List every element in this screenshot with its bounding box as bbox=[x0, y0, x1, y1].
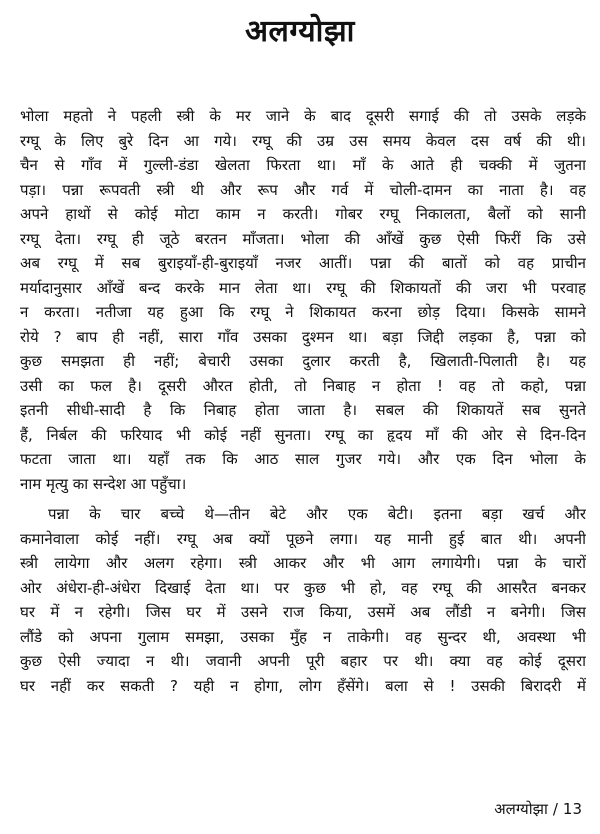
text-line: पन्ना के चार बच्चे थे—तीन बेटे और एक बेटी। इतना बड़ा खर्च और bbox=[48, 505, 586, 523]
text-line: घर नहीं कर सकती ? यही न होगा, लोग हँसेंगे। बला से ! उसकी बिरादरी में bbox=[20, 676, 586, 695]
chapter-title: अलग्योझा bbox=[245, 14, 355, 49]
text-line: कुछ समझता ही नहीं; बेचारी उसका दुलार करती है, खिलाती-पिलाती है। यह bbox=[20, 352, 586, 370]
story-text bbox=[20, 104, 586, 698]
text-line: कुछ ऐसी ज्यादा न थी। जवानी अपनी पूरी बहार पर थी। क्या वह कोई दूसरा bbox=[20, 652, 586, 670]
text-line: हैं, निर्बल की फरियाद भी कोई नहीं सुनता। रग्घू का हृदय माँ की ओर से दिन-दिन bbox=[20, 425, 586, 444]
text-line: भोला महतो ने पहली स्त्री के मर जाने के बाद दूसरी सगाई की तो उसके लड़के bbox=[20, 107, 586, 125]
text-line: इतनी सीधी-सादी है कि निबाह होता जाता है। सबल की शिकायतें सब सुनते bbox=[20, 401, 586, 419]
footer-separator: / bbox=[552, 800, 558, 818]
page-number: 13 bbox=[562, 800, 582, 818]
text-line: अपने हाथों से कोई मोटा काम न करती। गोबर रग्घू निकालता, बैलों को सानी bbox=[20, 205, 586, 223]
paragraph-1 bbox=[20, 104, 586, 496]
text-line: लौंडे को अपना गुलाम समझा, उसका मुँह न ताकेगी। वह सुन्दर थी, अवस्था भी bbox=[20, 627, 586, 646]
text-line: अब रग्घू में सब बुराइयाँ-ही-बुराइयाँ नजर आतीं। पन्ना की बातों को वह प्राचीन bbox=[20, 254, 586, 272]
page-footer bbox=[494, 798, 582, 820]
paragraph-2 bbox=[20, 502, 586, 698]
text-line: उसी का फल है। दूसरी औरत होती, तो निबाह न होता ! वह तो कहो, पन्ना bbox=[20, 376, 586, 395]
text-line: रग्घू देता। रग्घू ही जूठे बरतन माँजता। भोला की आँखें कुछ ऐसी फिरीं कि उसे bbox=[20, 229, 586, 248]
text-line: रोये ? बाप ही नहीं, सारा गाँव उसका दुश्मन था। बड़ा जिद्दी लड़का है, पन्ना को bbox=[20, 327, 586, 346]
text-line: चैन से गाँव में गुल्ली-डंडा खेलता फिरता था। माँ के आते ही चक्की में जुतना bbox=[20, 156, 586, 174]
text-line: रग्घू के लिए बुरे दिन आ गये। रग्घू की उम्र उस समय केवल दस वर्ष की थी। bbox=[20, 131, 586, 150]
text-line: नाम मृत्यु का सन्देश आ पहुँचा। bbox=[20, 474, 187, 493]
running-title: अलग्योझा bbox=[494, 800, 548, 818]
text-line: न करता। नतीजा यह हुआ कि रग्घू ने शिकायत करना छोड़ दिया। किसके सामने bbox=[20, 303, 586, 321]
text-line: ओर अंधेरा-ही-अंधेरा दिखाई देता था। पर कुछ भी हो, वह रग्घू की आसरैत बनकर bbox=[20, 578, 586, 597]
text-line: कमानेवाला कोई नहीं। रग्घू अब क्यों पूछने लगा। यह मानी हुई बात थी। अपनी bbox=[20, 529, 586, 548]
text-line: मर्यादानुसार आँखें बन्द करके मान लेता था। रग्घू की शिकायतों की जरा भी परवाह bbox=[20, 278, 586, 297]
text-line: घर में न रहेगी। जिस घर में उसने राज किया, उसमें अब लौंडी न बनेगी। जिस bbox=[20, 603, 586, 621]
text-line: फटता जाता था। यहाँ तक कि आठ साल गुजर गये। और एक दिन भोला के bbox=[20, 450, 586, 468]
text-line: स्त्री लायेगा और अलग रहेगा। स्त्री आकर और भी आग लगायेगी। पन्ना के चारों bbox=[20, 554, 586, 572]
text-line: पड़ा। पन्ना रूपवती स्त्री थी और रूप और गर्व में चोली-दामन का नाता है। वह bbox=[20, 180, 586, 199]
